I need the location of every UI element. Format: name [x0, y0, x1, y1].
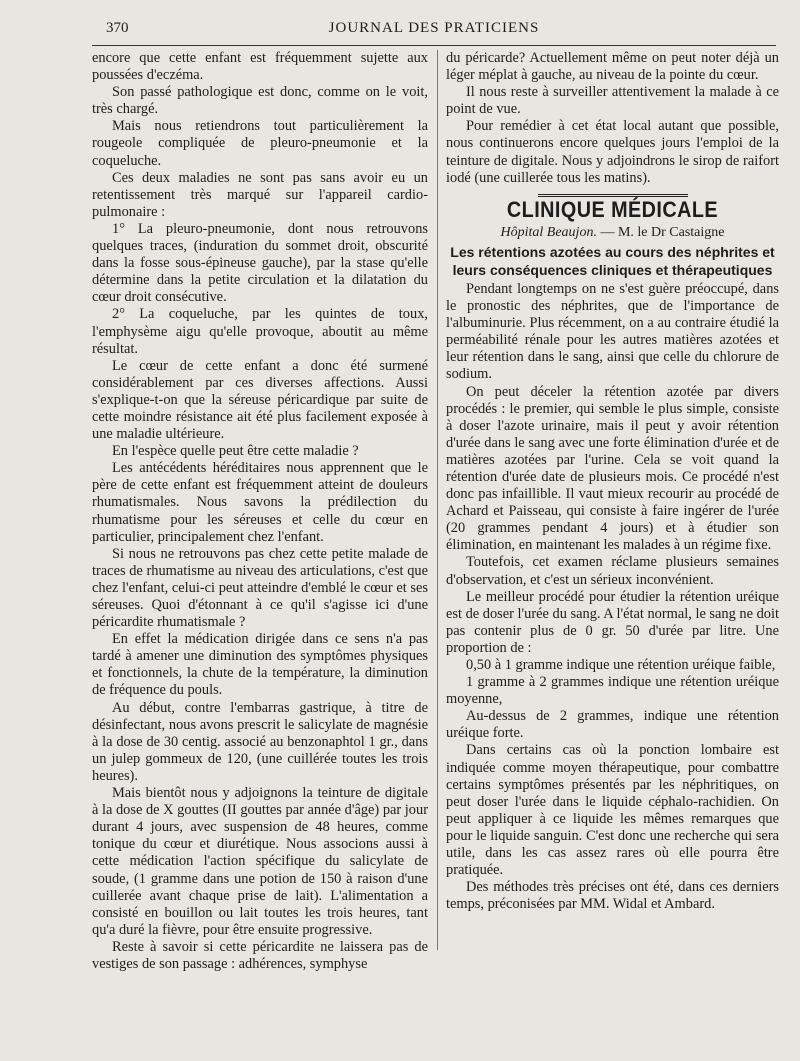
- article-byline: [446, 224, 779, 241]
- paragraph: Au début, contre l'embarras gastrique, à titre de désinfectant, nous avons prescrit le salicylate de magnésie à la dose de 30 centig. associé au benzonaphtol 1 gr., dans un julep gommeux de 120, (une cuillérée toutes les trois heures).: [92, 699, 428, 784]
- header-rule: [92, 45, 776, 46]
- paragraph: Des méthodes très précises ont été, dans ces derniers temps, préconisées par MM. Widal et Ambard.: [446, 879, 779, 913]
- left-column: [92, 50, 428, 973]
- paragraph: Pour remédier à cet état local autant que possible, nous continuerons encore quelques jours l'emploi de la teinture de digitale. Nous y adjoindrons le sirop de raifort iodé (une cuillerée tous les matins).: [446, 118, 779, 186]
- paragraph: Le meilleur procédé pour étudier la rétention uréique est de doser l'urée du sang. A l'état normal, le sang ne doit pas contenir plus de 0 gr. 50 d'urée par litre. Une proportion de :: [446, 588, 779, 656]
- paragraph: Au-dessus de 2 grammes, indique une rétention uréique forte.: [446, 708, 779, 742]
- journal-title: JOURNAL DES PRATICIENS: [328, 20, 540, 36]
- column-divider: [437, 50, 438, 950]
- paragraph: 2° La coqueluche, par les quintes de toux, l'emphysème aigu qu'elle provoque, aboutit au même résultat.: [92, 306, 428, 357]
- paragraph: Ces deux maladies ne sont pas sans avoir eu un retentissement très marqué sur l'appareil cardio-pulmonaire :: [92, 169, 428, 220]
- paragraph: Les antécédents héréditaires nous apprennent que le père de cette enfant est fréquemment atteint de douleurs rhumatismales. Nous savons la prédilection du rhumatisme pour les séreuses et celle du cœur en particulier, principalement chez l'enfant.: [92, 460, 428, 545]
- paragraph: Pendant longtemps on ne s'est guère préoccupé, dans le pronostic des néphrites, que de l'importance de l'albuminurie. Plus récemment, on a au contraire étudié la perméabilité rénale pour les autres matières azotées et leur rétention dans le sang, ainsi que celle du chlorure de sodium.: [446, 280, 779, 383]
- paragraph: En effet la médication dirigée dans ce sens n'a pas tardé à amener une diminution des symptômes physiques et fonctionnels, la chute de la température, la diminution de fréquence du pouls.: [92, 631, 428, 699]
- right-column: [446, 50, 779, 913]
- paragraph: En l'espèce quelle peut être cette maladie ?: [112, 443, 359, 460]
- article-title: Les rétentions azotées au cours des néphrites et leurs conséquences cliniques et thérapeutiques: [450, 243, 775, 278]
- paragraph: Si nous ne retrouvons pas chez cette petite malade de traces de rhumatisme au niveau des articulations, c'est que chez l'enfant, celui-ci peut atteindre d'emblé le cœur et ses séreuses. Quoi d'étonnant à ce qu'il s'agisse ici d'une péricardite rhumatismale ?: [92, 545, 428, 631]
- running-head: [92, 20, 776, 42]
- section-title: CLINIQUE MÉDICALE: [506, 196, 719, 222]
- paragraph: 1 gramme à 2 grammes indique une rétention uréique moyenne,: [446, 674, 779, 708]
- paragraph: Dans certains cas où la ponction lombaire est indiquée comme moyen thérapeutique, pour combattre certains symptômes présentés par les néphritiques, on peut doser l'urée dans le liquide céphalo-rachidien. On peut appliquer à ce liquide les mêmes remarques que pour le liquide sanguin. C'est donc une recherche qui sera utile, dans les cas assez rares où elle pourra être pratiquée.: [446, 742, 779, 879]
- page-number: 370: [106, 20, 129, 36]
- paragraph: Son passé pathologique est donc, comme on le voit, très chargé.: [92, 84, 428, 118]
- paragraph: Il nous reste à surveiller attentivement la malade à ce point de vue.: [446, 84, 779, 118]
- paragraph: 1° La pleuro-pneumonie, dont nous retrouvons quelques traces, (induration du sommet droit, obscurité dans la fosse sous-épineuse gauche), par la stase qu'elle détermine dans la petite circulation et la dilatation du cœur droit consécutive.: [92, 220, 428, 306]
- paragraph: du péricarde? Actuellement même on peut noter déjà un léger méplat à gauche, au niveau de la pointe du cœur.: [446, 50, 779, 84]
- paragraph: encore que cette enfant est fréquemment sujette aux poussées d'eczéma.: [92, 50, 428, 84]
- paragraph: Mais nous retiendrons tout particulièrement la rougeole compliquée de pleuro-pneumonie et la coqueluche.: [92, 118, 428, 169]
- paragraph: 0,50 à 1 gramme indique une rétention uréique faible,: [466, 657, 776, 673]
- byline-author: — M. le Dr Castaigne: [600, 224, 725, 240]
- paragraph: Reste à savoir si cette péricardite ne laissera pas de vestiges de son passage : adhérences, symphyse: [92, 938, 428, 972]
- paragraph: Mais bientôt nous y adjoignons la teinture de digitale à la dose de X gouttes (II gouttes par année d'âge) par jour durant 4 jours, avec suspension de 48 heures, comme tonique du cœur et diurétique. Nous associons aussi à cette médication l'action spécifique du salicylate de soude, (1 gramme dans une potion de 150 à raison d'une cuillerée avant chaque prise de lait). L'alimentation a consisté en bouillon ou lait toutes les trois heures, tant qu'a duré la fièvre, pour être ensuite progressive.: [92, 785, 428, 938]
- paragraph: On peut déceler la rétention azotée par divers procédés : le premier, qui semble le plus simple, consiste à doser l'azote urinaire, mais il peut y avoir rétention d'urée dans le sang avec une forte élimination d'urée et de matières azotées par l'urine. Cela se voit quand la rétention d'urée date de plusieurs mois. Ce procédé n'est donc pas infaillible. Il vaut mieux recourir au procédé de Achard et Paisseau, qui consiste à faire ingérer de l'urée (20 grammes pendant 4 jours) et à étudier son élimination, en maintenant les malades à un régime fixe.: [446, 383, 779, 554]
- paragraph: Le cœur de cette enfant a donc été surmené considérablement par ces diverses affections. Aussi s'explique-t-on que la séreuse péricardique par suite de cette moindre résistance ait été plus facilement exposée à une maladie ultérieure.: [92, 357, 428, 443]
- byline-hospital: Hôpital Beaujon.: [500, 224, 597, 240]
- paragraph: Toutefois, cet examen réclame plusieurs semaines d'observation, et c'est un sérieux inconvénient.: [446, 554, 779, 588]
